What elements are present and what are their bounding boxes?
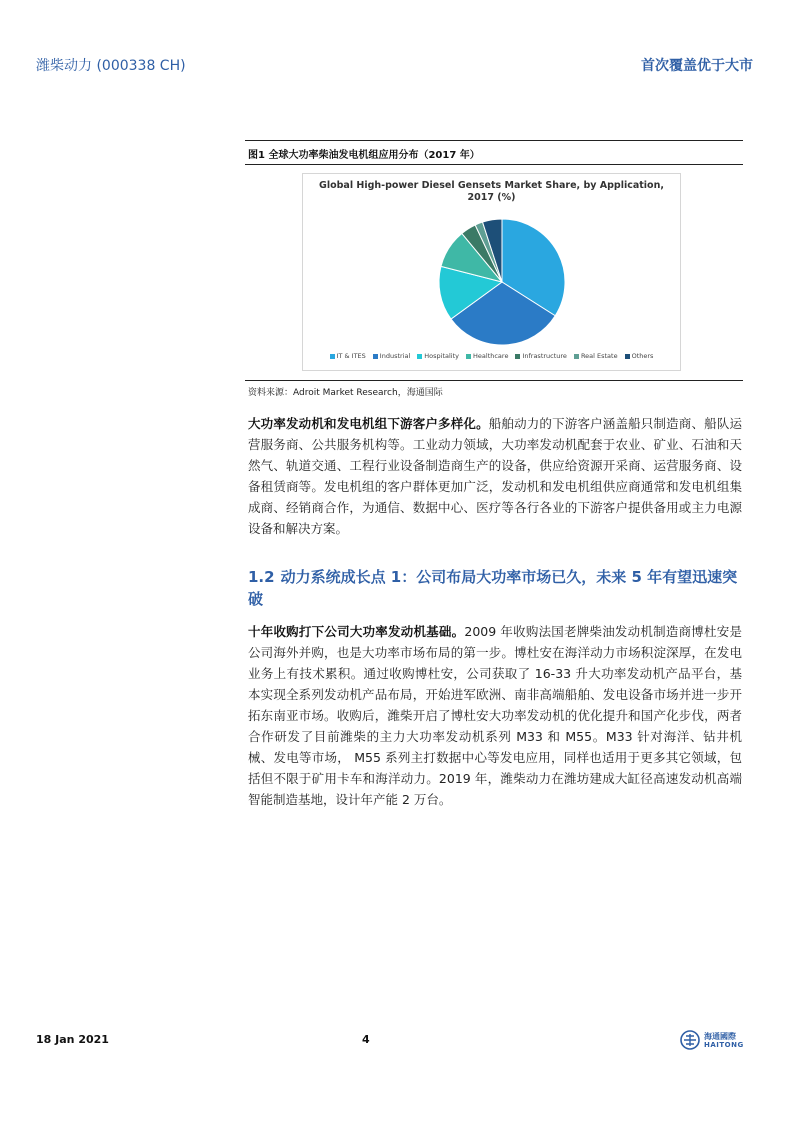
figure-top-rule	[245, 140, 743, 141]
footer-page-number: 4	[362, 1033, 370, 1046]
figure-caption: 图1 全球大功率柴油发电机组应用分布（2017 年）	[248, 150, 480, 161]
pie-plot-area	[303, 174, 680, 352]
logo-text-en: HAITONG	[704, 1040, 744, 1049]
legend-item	[574, 352, 618, 360]
paragraph-downstream-customers	[248, 413, 742, 539]
section-number: 1.2	[248, 568, 275, 586]
legend-item	[515, 352, 566, 360]
legend-swatch	[373, 354, 378, 359]
section-title: 动力系统成长点 1：公司布局大功率市场已久，未来 5 年有望迅速突破	[248, 568, 738, 608]
legend-label: Real Estate	[580, 352, 618, 360]
haitong-logo-icon	[680, 1030, 700, 1050]
legend-item	[373, 352, 411, 360]
paragraph-acquisition	[248, 621, 742, 810]
legend-swatch	[417, 354, 422, 359]
chart-title-line2: 2017 (%)	[467, 192, 516, 203]
paragraph-lead: 大功率发动机和发电机组下游客户多样化。	[248, 416, 489, 431]
figure-caption-rule	[245, 164, 743, 165]
chart-title: Global High-power Diesel Gensets Market Share, by Application,	[319, 180, 664, 191]
legend-swatch	[625, 354, 630, 359]
legend-swatch	[330, 354, 335, 359]
haitong-logo	[680, 1030, 744, 1050]
paragraph-text: 2009 年收购法国老牌柴油发动机制造商博杜安是公司海外并购，也是大功率市场布局的第一步。博杜安在海洋动力市场积淀深厚，在发电业务上有技术累积。通过收购博杜安，公司获取了 16-33 升大功率发动机产品平台，基本实现全系列发动机产品布局，开始进军欧洲、南非高端船舶、发电设备市场并进一步开拓东南亚市场。收购后，潍柴开启了博杜安大功率发动机的优化提升和国产化步伐，两者合作研发了目前潍柴的主力大功率发动机系列 M33 和 M55。M33 针对海洋、钻井机械、发电等市场， M55 系列主打数据中心等发电应用，同样也适用于更多其它领域，包括但不限于矿用卡车和海洋动力。2019 年，潍柴动力在潍坊建成大缸径高速发动机高端智能制造基地，设计年产能 2 万台。	[248, 624, 742, 807]
chart-legend	[303, 352, 680, 360]
legend-swatch	[466, 354, 471, 359]
footer-date: 18 Jan 2021	[36, 1033, 109, 1046]
report-company-ticker: 潍柴动力 (000338 CH)	[36, 58, 186, 74]
logo-text-cn: 海通國際	[704, 1031, 736, 1041]
legend-label: Hospitality	[424, 352, 460, 360]
legend-item	[417, 352, 459, 360]
pie-chart	[302, 173, 681, 371]
legend-label: Others	[631, 352, 654, 360]
legend-item	[330, 352, 366, 360]
paragraph-text: 船舶动力的下游客户涵盖船只制造商、船队运营服务商、公共服务机构等。工业动力领域，大功率发动机配套于农业、矿业、石油和天然气、轨道交通、工程行业设备制造商生产的设备，供应给资源开采商、运营服务商、设备租赁商等。发电机组的客户群体更加广泛，发动机和发电机组供应商通常和发电机组集成商、经销商合作，为通信、数据中心、医疗等各行各业的下游客户提供备用或主力电源设备和解决方案。	[248, 416, 742, 536]
section-heading	[248, 566, 742, 610]
figure-bottom-rule	[245, 380, 743, 381]
legend-label: Infrastructure	[522, 352, 567, 360]
figure-source: 资料来源：Adroit Market Research，海通国际	[248, 388, 443, 398]
paragraph-lead: 十年收购打下公司大功率发动机基础。	[248, 624, 465, 639]
report-rating-title: 首次覆盖优于大市	[641, 58, 753, 74]
legend-label: Industrial	[379, 352, 411, 360]
legend-label: Healthcare	[473, 352, 509, 360]
legend-item	[466, 352, 508, 360]
legend-swatch	[574, 354, 579, 359]
legend-label: IT & ITES	[336, 352, 366, 360]
legend-swatch	[515, 354, 520, 359]
legend-item	[625, 352, 654, 360]
